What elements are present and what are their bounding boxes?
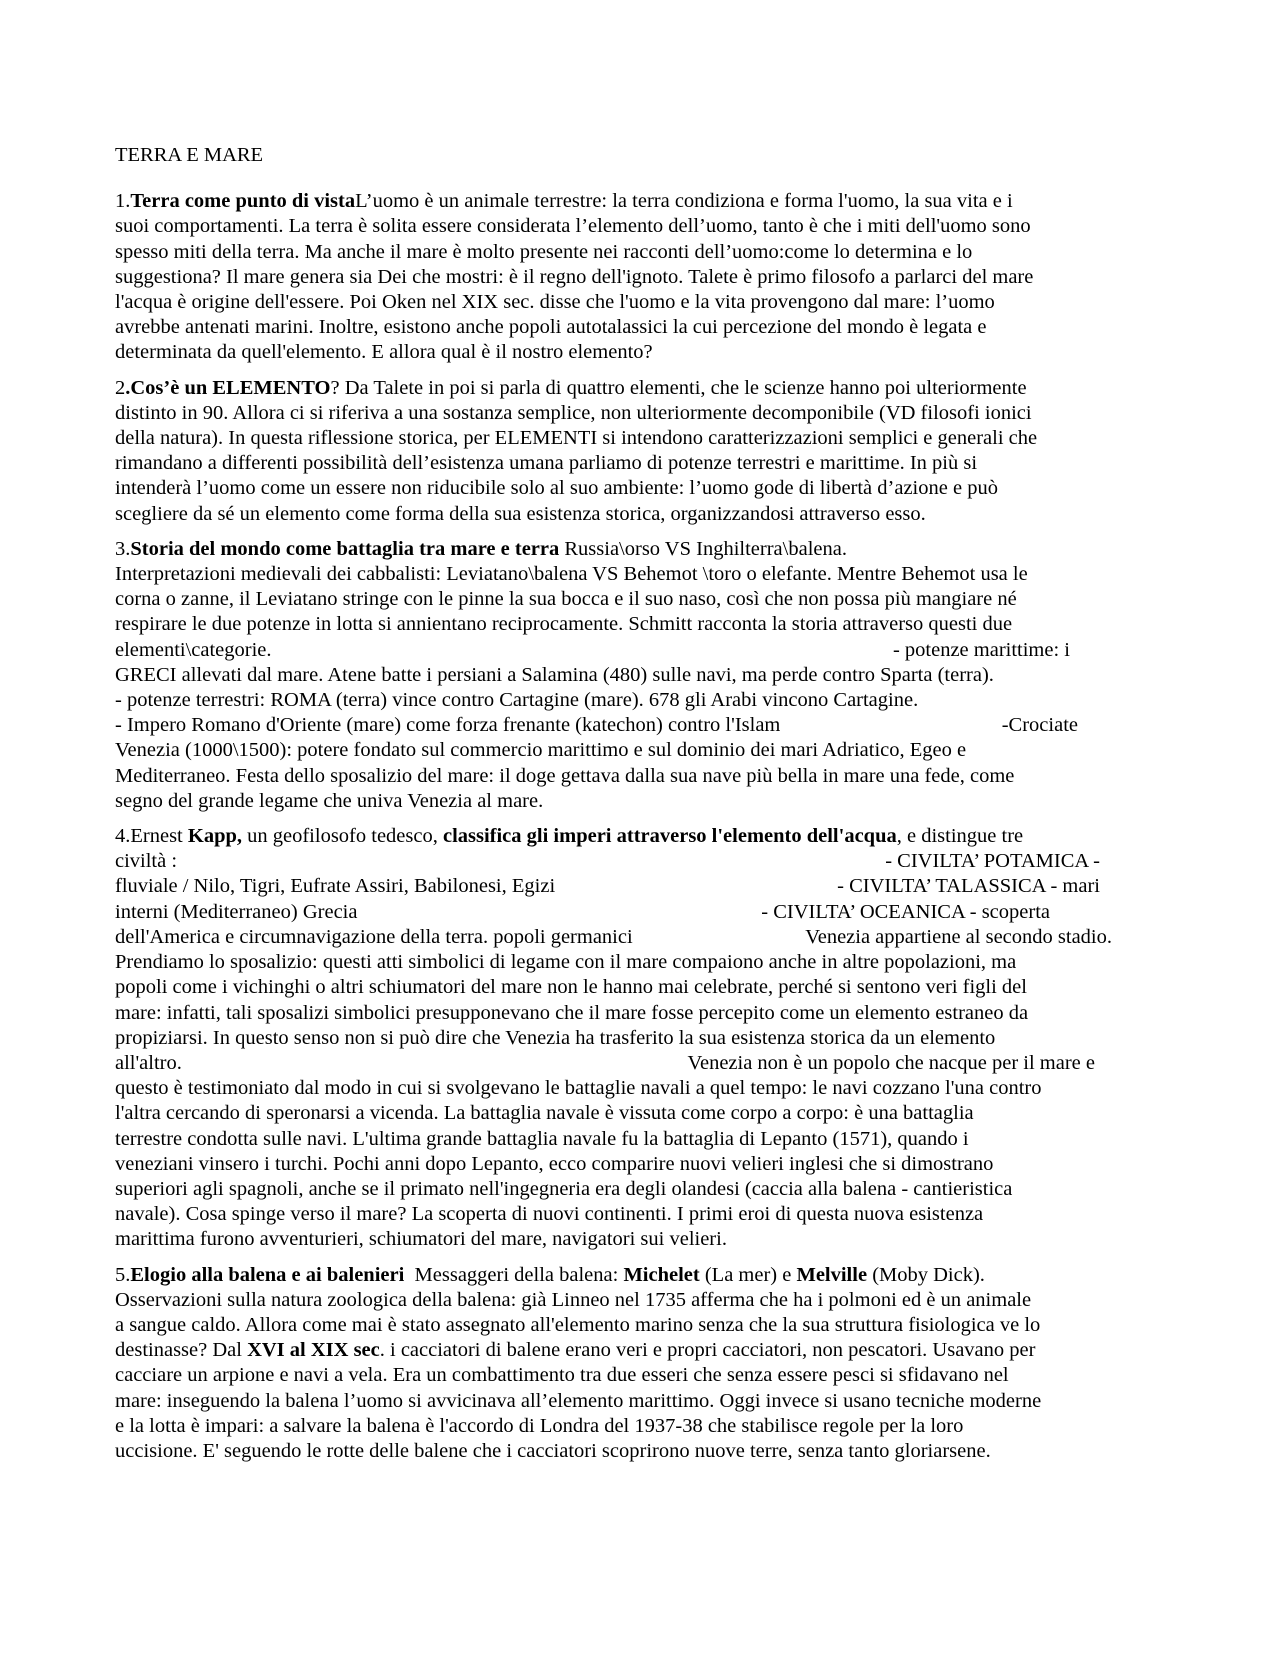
text-line: navale). Cosa spinge verso il mare? La scoperta di nuovi continenti. I primi eroi di questa nuova esistenza bbox=[115, 1203, 984, 1226]
paragraph-4 bbox=[115, 824, 1155, 1252]
text-line: l'acqua è origine dell'essere. Poi Oken nel XIX sec. disse che l'uomo e la vita provengono dal mare: l’uomo bbox=[115, 291, 995, 314]
text: elementi\categorie. bbox=[115, 638, 272, 661]
bold-text: Kapp, bbox=[187, 825, 242, 848]
text-line: terrestre condotta sulle navi. L'ultima grande battaglia navale fu la battaglia di Lepanto (1571), quando i bbox=[115, 1127, 969, 1150]
text-line: mare: inseguendo la balena l’uomo si avvicinava all’elemento marittimo. Oggi invece si usano tecniche moderne bbox=[115, 1389, 1042, 1412]
paragraph-5-line-1 bbox=[115, 1263, 1155, 1288]
text-line: segno del grande legame che univa Venezia al mare. bbox=[115, 789, 544, 812]
text-line bbox=[115, 1338, 1155, 1363]
text: ? Da Talete in poi si parla di quattro elementi, che le scienze hanno poi ulteriormente bbox=[330, 376, 1027, 399]
text-line: distinto in 90. Allora ci si riferiva a una sostanza semplice, non ulteriormente decomponibile (VD filosofi ionici bbox=[115, 401, 1032, 424]
text-line-split bbox=[115, 713, 1078, 738]
text: L’uomo è un animale terrestre: la terra condiziona e forma l'uomo, la sua vita e i bbox=[355, 190, 1013, 213]
text-line-split bbox=[115, 874, 1100, 899]
text: , e distingue tre bbox=[896, 825, 1024, 848]
section-heading: Terra come punto di vista bbox=[130, 190, 356, 213]
text-line-split bbox=[115, 900, 1050, 925]
text-line-split bbox=[115, 1051, 1095, 1076]
text-line-split bbox=[115, 849, 1100, 874]
text: un geofilosofo tedesco, bbox=[242, 825, 443, 848]
bold-text: Melville bbox=[796, 1263, 868, 1286]
text-line: determinata da quell'elemento. E allora qual è il nostro elemento? bbox=[115, 341, 653, 364]
text: fluviale / Nilo, Tigri, Eufrate Assiri, Babilonesi, Egizi bbox=[115, 875, 556, 898]
text-line: marittima furono avventurieri, schiumatori del mare, navigatori sui velieri. bbox=[115, 1228, 727, 1251]
section-number: 5. bbox=[115, 1263, 131, 1286]
text: . i cacciatori di balene erano veri e propri cacciatori, non pescatori. Usavano per bbox=[379, 1339, 1036, 1362]
paragraph-1-line-1 bbox=[115, 189, 1155, 214]
text-line-split bbox=[115, 925, 1112, 950]
text: interni (Mediterraneo) Grecia bbox=[115, 900, 358, 923]
text-line: mare: infatti, tali sposalizi simbolici presupponevano che il mare fosse percepito come un elemento estraneo da bbox=[115, 1001, 1029, 1024]
text: -Crociate bbox=[1001, 714, 1078, 737]
section-number: 3. bbox=[115, 537, 131, 560]
paragraph-3-line-1 bbox=[115, 537, 1155, 562]
paragraph-1 bbox=[115, 189, 1155, 365]
text: Russia\orso VS Inghilterra\balena. bbox=[559, 537, 847, 560]
text: - Impero Romano d'Oriente (mare) come forza frenante (katechon) contro l'Islam bbox=[115, 714, 781, 737]
text-line-split bbox=[115, 638, 1070, 663]
text: - potenze marittime: i bbox=[892, 638, 1070, 661]
section-number: 4. bbox=[115, 825, 131, 848]
text: Ernest bbox=[130, 825, 188, 848]
text-line: Osservazioni sulla natura zoologica della balena: già Linneo nel 1735 afferma che ha i polmoni ed è un animale bbox=[115, 1288, 1032, 1311]
paragraph-5 bbox=[115, 1263, 1155, 1465]
text-line: superiori agli spagnoli, anche se il primato nell'ingegneria era degli olandesi (caccia alla balena - cantieristica bbox=[115, 1177, 1013, 1200]
section-heading: Elogio alla balena e ai balenieri bbox=[130, 1263, 405, 1286]
text-line: veneziani vinsero i turchi. Pochi anni dopo Lepanto, ecco comparire nuovi velieri inglesi che si dimostrano bbox=[115, 1152, 994, 1175]
bold-text: Michelet bbox=[623, 1263, 700, 1286]
paragraph-4-line-1 bbox=[115, 824, 1155, 849]
text-line: Mediterraneo. Festa dello sposalizio del mare: il doge gettava dalla sua nave più bella in mare una fede, come bbox=[115, 764, 1015, 787]
text-line: cacciare un arpione e navi a vela. Era un combattimento tra due esseri che senza essere pesci si sfidavano nel bbox=[115, 1364, 1009, 1387]
text-line: propiziarsi. In questo senso non si può dire che Venezia ha trasferito la sua esistenza storica da un elemento bbox=[115, 1026, 996, 1049]
section-number: 2 bbox=[115, 376, 126, 399]
text-line: e la lotta è impari: a salvare la balena è l'accordo di Londra del 1937-38 che stabilisce regole per la loro bbox=[115, 1414, 964, 1437]
text-line: questo è testimoniato dal modo in cui si svolgevano le battaglie navali a quel tempo: le navi cozzano l'una contro bbox=[115, 1077, 1042, 1100]
text-line: suoi comportamenti. La terra è solita essere considerata l’elemento dell’uomo, tanto è che i miti dell'uomo sono bbox=[115, 215, 1031, 238]
text: Venezia non è un popolo che nacque per il mare e bbox=[687, 1051, 1095, 1074]
text-line: corna o zanne, il Leviatano stringe con le pinne la sua bocca e il suo naso, così che non possa più mangiare né bbox=[115, 588, 1017, 611]
document-page bbox=[115, 143, 1155, 1474]
bold-text: XVI al XIX sec bbox=[247, 1339, 380, 1362]
section-heading: .Cos’è un ELEMENTO bbox=[125, 376, 331, 399]
text-line: Venezia (1000\1500): potere fondato sul commercio marittimo e sul dominio dei mari Adriatico, Egeo e bbox=[115, 739, 967, 762]
text: all'altro. bbox=[115, 1051, 182, 1074]
text: dell'America e circumnavigazione della terra. popoli germanici bbox=[115, 925, 633, 948]
text-line: rimandano a differenti possibilità dell’esistenza umana parliamo di potenze terrestri e marittime. In più si bbox=[115, 452, 978, 475]
paragraph-2-line-1 bbox=[115, 376, 1155, 401]
text-line: Prendiamo lo sposalizio: questi atti simbolici di legame con il mare compaiono anche in altre popolazioni, ma bbox=[115, 951, 1017, 974]
bold-text: classifica gli imperi attraverso l'elemento dell'acqua bbox=[442, 825, 897, 848]
text-line: spesso miti della terra. Ma anche il mare è molto presente nei racconti dell’uomo:come lo determina e lo bbox=[115, 240, 973, 263]
section-heading: Storia del mondo come battaglia tra mare e terra bbox=[130, 537, 560, 560]
text: destinasse? Dal bbox=[115, 1339, 248, 1362]
text-line: scegliere da sé un elemento come forma della sua esistenza storica, organizzandosi attraverso esso. bbox=[115, 502, 926, 525]
text: - CIVILTA’ POTAMICA - bbox=[885, 850, 1100, 873]
document-title: TERRA E MARE bbox=[115, 144, 264, 166]
text-line: avrebbe antenati marini. Inoltre, esistono anche popoli autotalassici la cui percezione del mondo è legata e bbox=[115, 316, 987, 339]
section-number: 1. bbox=[115, 190, 131, 213]
text-line: a sangue caldo. Allora come mai è stato assegnato all'elemento marino senza che la sua struttura fisiologica ve lo bbox=[115, 1313, 1041, 1336]
paragraph-3 bbox=[115, 537, 1155, 814]
text: - CIVILTA’ TALASSICA - mari bbox=[837, 875, 1100, 898]
text-line: suggestiona? Il mare genera sia Dei che mostri: è il regno dell'ignoto. Talete è primo filosofo a parlarci del mare bbox=[115, 265, 1034, 288]
text: civiltà : bbox=[115, 850, 178, 873]
text-line: popoli come i vichinghi o altri schiumatori del mare non le hanno mai celebrate, perché si sentono veri figli del bbox=[115, 976, 1027, 999]
text-line: Interpretazioni medievali dei cabbalisti: Leviatano\balena VS Behemot \toro o elefante. Mentre Behemot usa le bbox=[115, 563, 1028, 586]
text-line: uccisione. E' seguendo le rotte delle balene che i cacciatori scoprirono nuove terre, senza tanto gloriarsene. bbox=[115, 1439, 991, 1462]
text-line: respirare le due potenze in lotta si annientano reciprocamente. Schmitt racconta la storia attraverso questi due bbox=[115, 613, 1013, 636]
text: Venezia appartiene al secondo stadio. bbox=[805, 925, 1112, 948]
paragraph-2 bbox=[115, 376, 1155, 527]
text-line: - potenze terrestri: ROMA (terra) vince contro Cartagine (mare). 678 gli Arabi vincono Cartagine. bbox=[115, 689, 919, 712]
text-line: intenderà l’uomo come un essere non riducibile solo al suo ambiente: l’uomo gode di libertà d’azione e può bbox=[115, 477, 998, 500]
text-line: GRECI allevati dal mare. Atene batte i persiani a Salamina (480) sulle navi, ma perde contro Sparta (terra). bbox=[115, 663, 994, 686]
text: Messaggeri della balena: bbox=[404, 1263, 624, 1286]
text-line: della natura). In questa riflessione storica, per ELEMENTI si intendono caratterizzazioni semplici e generali che bbox=[115, 427, 1038, 450]
text: (La mer) e bbox=[699, 1263, 797, 1286]
text: - CIVILTA’ OCEANICA - scoperta bbox=[761, 900, 1050, 923]
text: (Moby Dick). bbox=[867, 1263, 985, 1286]
text-line: l'altra cercando di speronarsi a vicenda. La battaglia navale è vissuta come corpo a corpo: è una battaglia bbox=[115, 1102, 974, 1125]
